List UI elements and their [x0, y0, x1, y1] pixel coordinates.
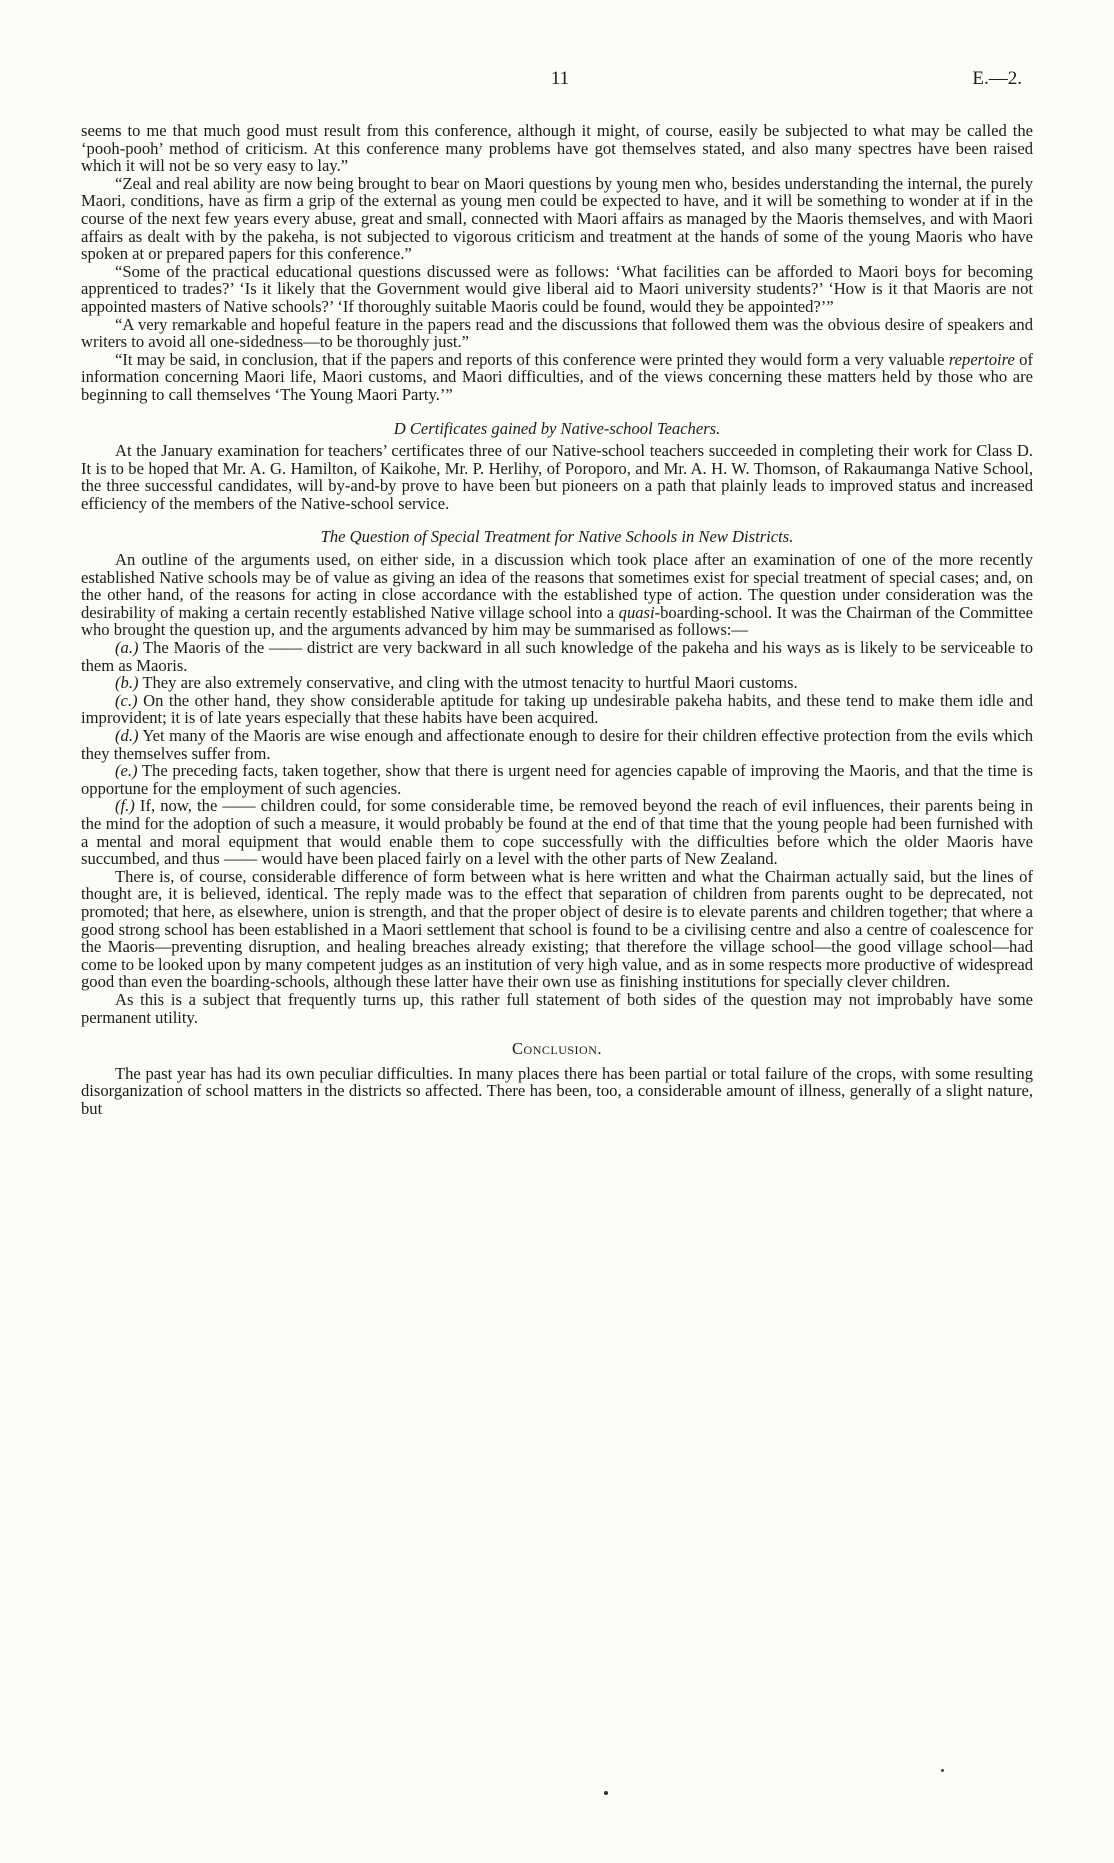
paragraph: “Some of the practical educational questions discussed were as follows: ‘What facilities can be afforded to Maori boys for becoming apprenticed to trades?’ ‘Is it likely that the Government would give liberal aid to Maori university students?’ ‘How is it that Maoris are not appointed masters of Native schools?’ ‘If thoroughly suitable Maoris could be found, would they be appointed?’”: [81, 261, 1033, 316]
paragraph: “Zeal and real ability are now being brought to bear on Maori questions by young men who, besides understanding the internal, the purely Maori, conditions, have as firm a grip of the external as young men could be expected to have, and it will be something to wonder at if in the course of the next few years every abuse, great and small, connected with Maori affairs as managed by the Maoris themselves, and with Maori affairs as dealt with by the pakeha, is not subjected to vigorous criticism and treatment at the hands of some of the young Maoris who have spoken at or prepared papers for this conference.”: [81, 173, 1033, 264]
list-text: Yet many of the Maoris are wise enough and affectionate enough to desire for their children effective protection from the evils which they themselves suffer from.: [81, 726, 1033, 763]
paragraph: At the January examination for teachers’ certificates three of our Native-school teachers succeeded in completing their work for Class D. It is to be hoped that Mr. A. G. Hamilton, of Kaikohe, Mr. P. Herlihy, of Poroporo, and Mr. A. H. W. Thomson, of Rakaumanga Native School, the three successful candidates, will by-and-by prove to have been but pioneers on a path that plainly leads to improved status and increased efficiency of the members of the Native-school service.: [81, 441, 1033, 513]
list-item: [81, 639, 1033, 674]
report-code: E.—2.: [972, 68, 1022, 89]
list-item: [81, 692, 1033, 727]
section-heading: Conclusion.: [511, 1039, 603, 1059]
list-text: They are also extremely conservative, and cling with the utmost tenacity to hurtful Maori customs.: [138, 673, 798, 693]
italic-term: repertoire: [948, 349, 1015, 369]
text-run: An outline of the arguments used, on either side, in a discussion which took place after an examination of one of the more recently established Native schools may be of value as giving an idea of the reasons that sometimes exist for special treatment of special cases; and, on the other hand, of the reasons for acting in close accordance with the established type of action. The question under consideration was the desirability of making a certain recently established Native village school into a: [81, 550, 1033, 622]
list-text: The Maoris of the —— district are very backward in all such knowledge of the pakeha and his ways as is likely to be serviceable to them as Maoris.: [81, 638, 1033, 675]
list-label: (d.): [115, 726, 139, 745]
page-number: 11: [550, 68, 570, 89]
list-label: (b.): [115, 673, 139, 693]
paragraph: seems to me that much good must result from this conference, although it might, of course, easily be subjected to what may be called the ‘pooh-pooh’ method of criticism. At this conference many problems have got themselves stated, and also many spectres have been raised which it will not be so very easy to lay.”: [81, 121, 1033, 176]
list-text: On the other hand, they show considerable aptitude for taking up undesirable pakeha habits, and these tend to make them idle and improvident; it is of late years especially that these habits have been acquired.: [81, 690, 1033, 728]
paragraph: “A very remarkable and hopeful feature in the papers read and the discussions that followed them was the obvious desire of speakers and writers to avoid all one-sidedness—to be thoroughly just.”: [81, 314, 1033, 352]
text-run: of information concerning Maori life, Maori customs, and Maori difficulties, and of the views concerning these matters held by those who are beginning to call themselves ‘The Young Maori Party.’”: [81, 349, 1033, 404]
list-text: The preceding facts, taken together, show that there is urgent need for agencies capable of improving the Maoris, and that the time is opportune for the employment of such agencies.: [81, 761, 1033, 798]
section-heading: The Question of Special Treatment for Native Schools in New Districts.: [320, 527, 794, 547]
list-label: (a.): [115, 638, 139, 658]
list-item: [81, 797, 1033, 867]
paragraph: The past year has had its own peculiar difficulties. In many places there has been partial or total failure of the crops, with some resulting disorganization of school matters in the districts so affected. There has been, too, a considerable amount of illness, generally of a slight nature, but: [81, 1063, 1033, 1118]
list-item: [81, 727, 1033, 762]
list-label: (f.): [115, 796, 135, 816]
list-label: (c.): [115, 690, 138, 710]
text-run: -boarding-school. It was the Chairman of the Committee who brought the question up, and the arguments advanced by him may be summarised as follows:—: [81, 602, 1033, 640]
list-item: [81, 674, 1033, 692]
paragraph: [81, 551, 1033, 639]
paragraph: [81, 351, 1033, 404]
list-item: [81, 762, 1033, 797]
italic-term: quasi: [618, 602, 655, 622]
list-text: If, now, the —— children could, for some considerable time, be removed beyond the reach of evil influences, their parents being in the mind for the adoption of such a measure, it would probably be found at the end of that time that the young people had been furnished with a mental and moral equipment that would enable them to cope successfully with the difficulties before which the older Maoris have succumbed, and thus —— would have been placed fairly on a level with the other parts of New Zealand.: [81, 796, 1033, 869]
paragraph: There is, of course, considerable difference of form between what is here written and what the Chairman actually said, but the lines of thought are, it is believed, identical. The reply made was to the effect that separation of children from parents ought to be deprecated, not promoted; that here, as elsewhere, union is strength, and that the proper object of desire is to elevate parents and children together; that where a good strong school has been established in a Maori settlement that school is found to be a civilising centre and also a centre of coalescence for the Maoris—preventing disruption, and healing breaches already existing; that therefore the village school—the good village school—had come to be looked upon by many competent judges as an institution of very high value, and as in some respects more productive of widespread good than even the boarding-schools, although these latter have their own use as finishing institutions for specially clever children.: [81, 866, 1033, 992]
text-run: “It may be said, in conclusion, that if the papers and reports of this conference were printed they would form a very valuable: [115, 349, 949, 369]
section-heading: D Certificates gained by Native-school Teachers.: [393, 418, 721, 438]
page-body: [81, 122, 1033, 1117]
list-label: (e.): [115, 761, 138, 781]
print-speck: [941, 1769, 944, 1772]
paragraph: As this is a subject that frequently turns up, this rather full statement of both sides of the question may not improbably have some permanent utility.: [81, 989, 1033, 1027]
print-speck: [604, 1791, 608, 1795]
